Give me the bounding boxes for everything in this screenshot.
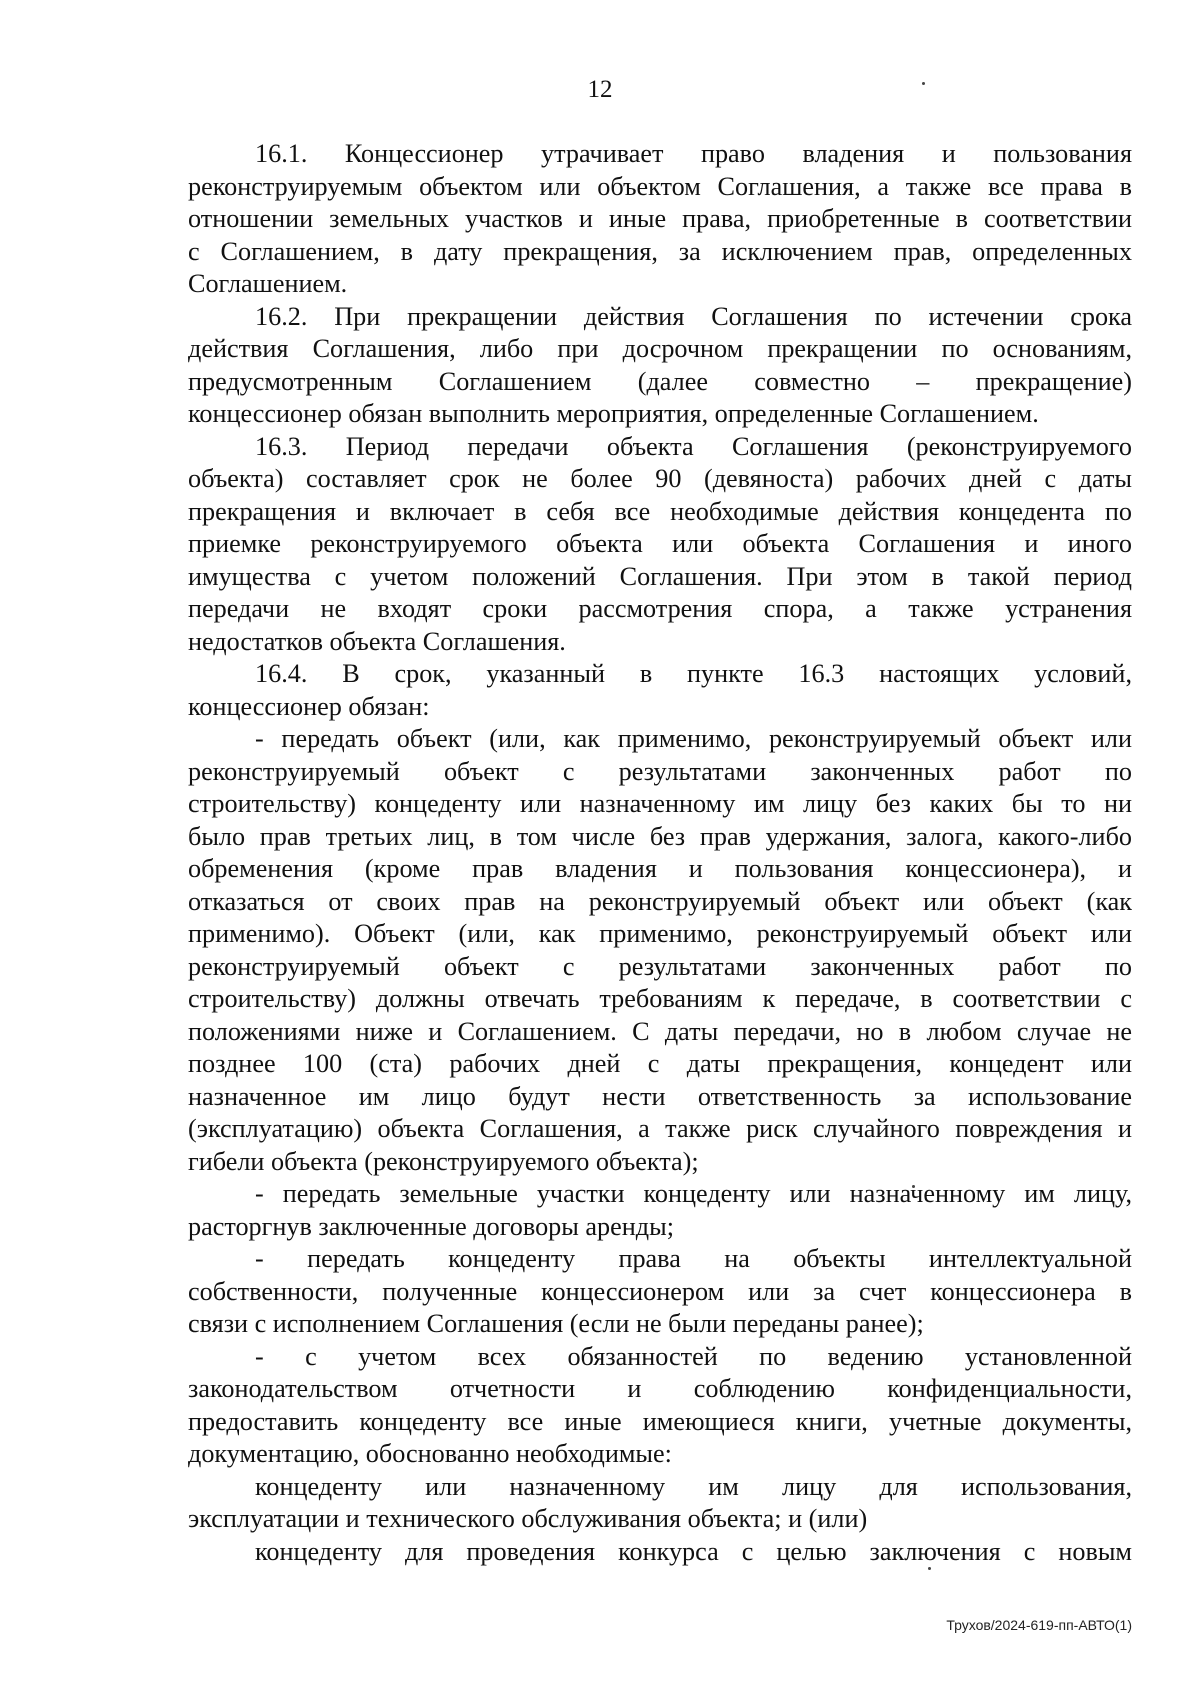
- paragraph-line: позднее 100 (ста) рабочих дней с даты прекращения, концедент или: [188, 1049, 1132, 1078]
- document-body: [188, 138, 1132, 1568]
- paragraph-line: Соглашением.: [188, 269, 348, 298]
- paragraph-line: - передать земельные участки концеденту или назначенному им лицу,: [255, 1179, 1132, 1208]
- paragraph-line: 16.2. При прекращении действия Соглашения по истечении срока: [255, 301, 1132, 331]
- paragraph-line: прекращения и включает в себя все необходимые действия концедента по: [188, 496, 1132, 526]
- paragraph-line: предусмотренным Соглашением (далее совместно – прекращение): [188, 366, 1132, 396]
- paragraph-line: документацию, обоснованно необходимые:: [188, 1439, 672, 1468]
- paragraph-line: реконструируемым объектом или объектом Соглашения, а также все права в: [188, 171, 1132, 201]
- paragraph-line: положениями ниже и Соглашением. С даты передачи, но в любом случае не: [188, 1016, 1132, 1046]
- paragraph-line: (эксплуатацию) объекта Соглашения, а также риск случайного повреждения и: [188, 1114, 1132, 1143]
- paragraph-line: связи с исполнением Соглашения (если не были переданы ранее);: [188, 1309, 924, 1338]
- paragraph-line: с Соглашением, в дату прекращения, за исключением прав, определенных: [188, 236, 1132, 266]
- paragraph-line: законодательством отчетности и соблюдению конфиденциальности,: [188, 1374, 1132, 1403]
- paragraph-line: объекта) составляет срок не более 90 (девяноста) рабочих дней с даты: [188, 464, 1132, 493]
- paragraph-line: применимо). Объект (или, как применимо, реконструируемый объект или: [188, 919, 1132, 948]
- paragraph-line: - с учетом всех обязанностей по ведению установленной: [255, 1341, 1132, 1371]
- paragraph-line: - передать объект (или, как применимо, реконструируемый объект или: [255, 724, 1132, 753]
- paragraph-line: приемке реконструируемого объекта или объекта Соглашения и иного: [188, 529, 1132, 558]
- paragraph-line: было прав третьих лиц, в том числе без прав удержания, залога, какого-либо: [188, 821, 1132, 851]
- paragraph-line: концессионер обязан:: [188, 691, 430, 721]
- paragraph-line: строительству) должны отвечать требованиям к передаче, в соответствии с: [188, 984, 1132, 1013]
- paragraph-line: 16.4. В срок, указанный в пункте 16.3 настоящих условий,: [255, 659, 1132, 688]
- paragraph-line: гибели объекта (реконструируемого объекта);: [188, 1146, 699, 1176]
- paragraph-line: концессионер обязан выполнить мероприятия, определенные Соглашением.: [188, 399, 1039, 428]
- paragraph-line: расторгнув заключенные договоры аренды;: [188, 1211, 674, 1241]
- paragraph-line: реконструируемый объект с результатами законченных работ по: [188, 951, 1132, 981]
- paragraph-line: обременения (кроме прав владения и пользования концессионера), и: [188, 854, 1132, 883]
- document-footer-code: Трухов/2024-619-пп-АВТО(1): [946, 1617, 1132, 1633]
- paragraph-line: - передать концеденту права на объекты интеллектуальной: [255, 1244, 1132, 1273]
- paragraph-line: реконструируемый объект с результатами законченных работ по: [188, 756, 1132, 786]
- paragraph-line: предоставить концеденту все иные имеющиеся книги, учетные документы,: [188, 1406, 1132, 1436]
- paragraph-line: имущества с учетом положений Соглашения. При этом в такой период: [188, 561, 1132, 591]
- paragraph-line: строительству) концеденту или назначенному им лицу без каких бы то ни: [188, 789, 1132, 818]
- paragraph-line: 16.1. Концессионер утрачивает право владения и пользования: [255, 139, 1132, 168]
- paragraph-line: концеденту для проведения конкурса с целью заключения с новым: [255, 1536, 1132, 1566]
- paragraph-line: концеденту или назначенному им лицу для использования,: [255, 1471, 1132, 1501]
- page-number: 12: [587, 76, 613, 103]
- paragraph-line: действия Соглашения, либо при досрочном прекращении по основаниям,: [188, 334, 1132, 363]
- paragraph-line: отношении земельных участков и иные права, приобретенные в соответствии: [188, 204, 1132, 233]
- paragraph-line: отказаться от своих прав на реконструируемый объект или объект (как: [188, 886, 1132, 916]
- paragraph-line: назначенное им лицо будут нести ответственность за использование: [188, 1081, 1132, 1111]
- paragraph-line: 16.3. Период передачи объекта Соглашения (реконструируемого: [255, 431, 1132, 461]
- scan-speck: [922, 82, 925, 85]
- paragraph-line: передачи не входят сроки рассмотрения спора, а также устранения: [188, 594, 1132, 623]
- paragraph-line: собственности, полученные концессионером или за счет концессионера в: [188, 1276, 1132, 1306]
- paragraph-line: эксплуатации и технического обслуживания объекта; и (или): [188, 1504, 868, 1533]
- paragraph-line: недостатков объекта Соглашения.: [188, 626, 566, 656]
